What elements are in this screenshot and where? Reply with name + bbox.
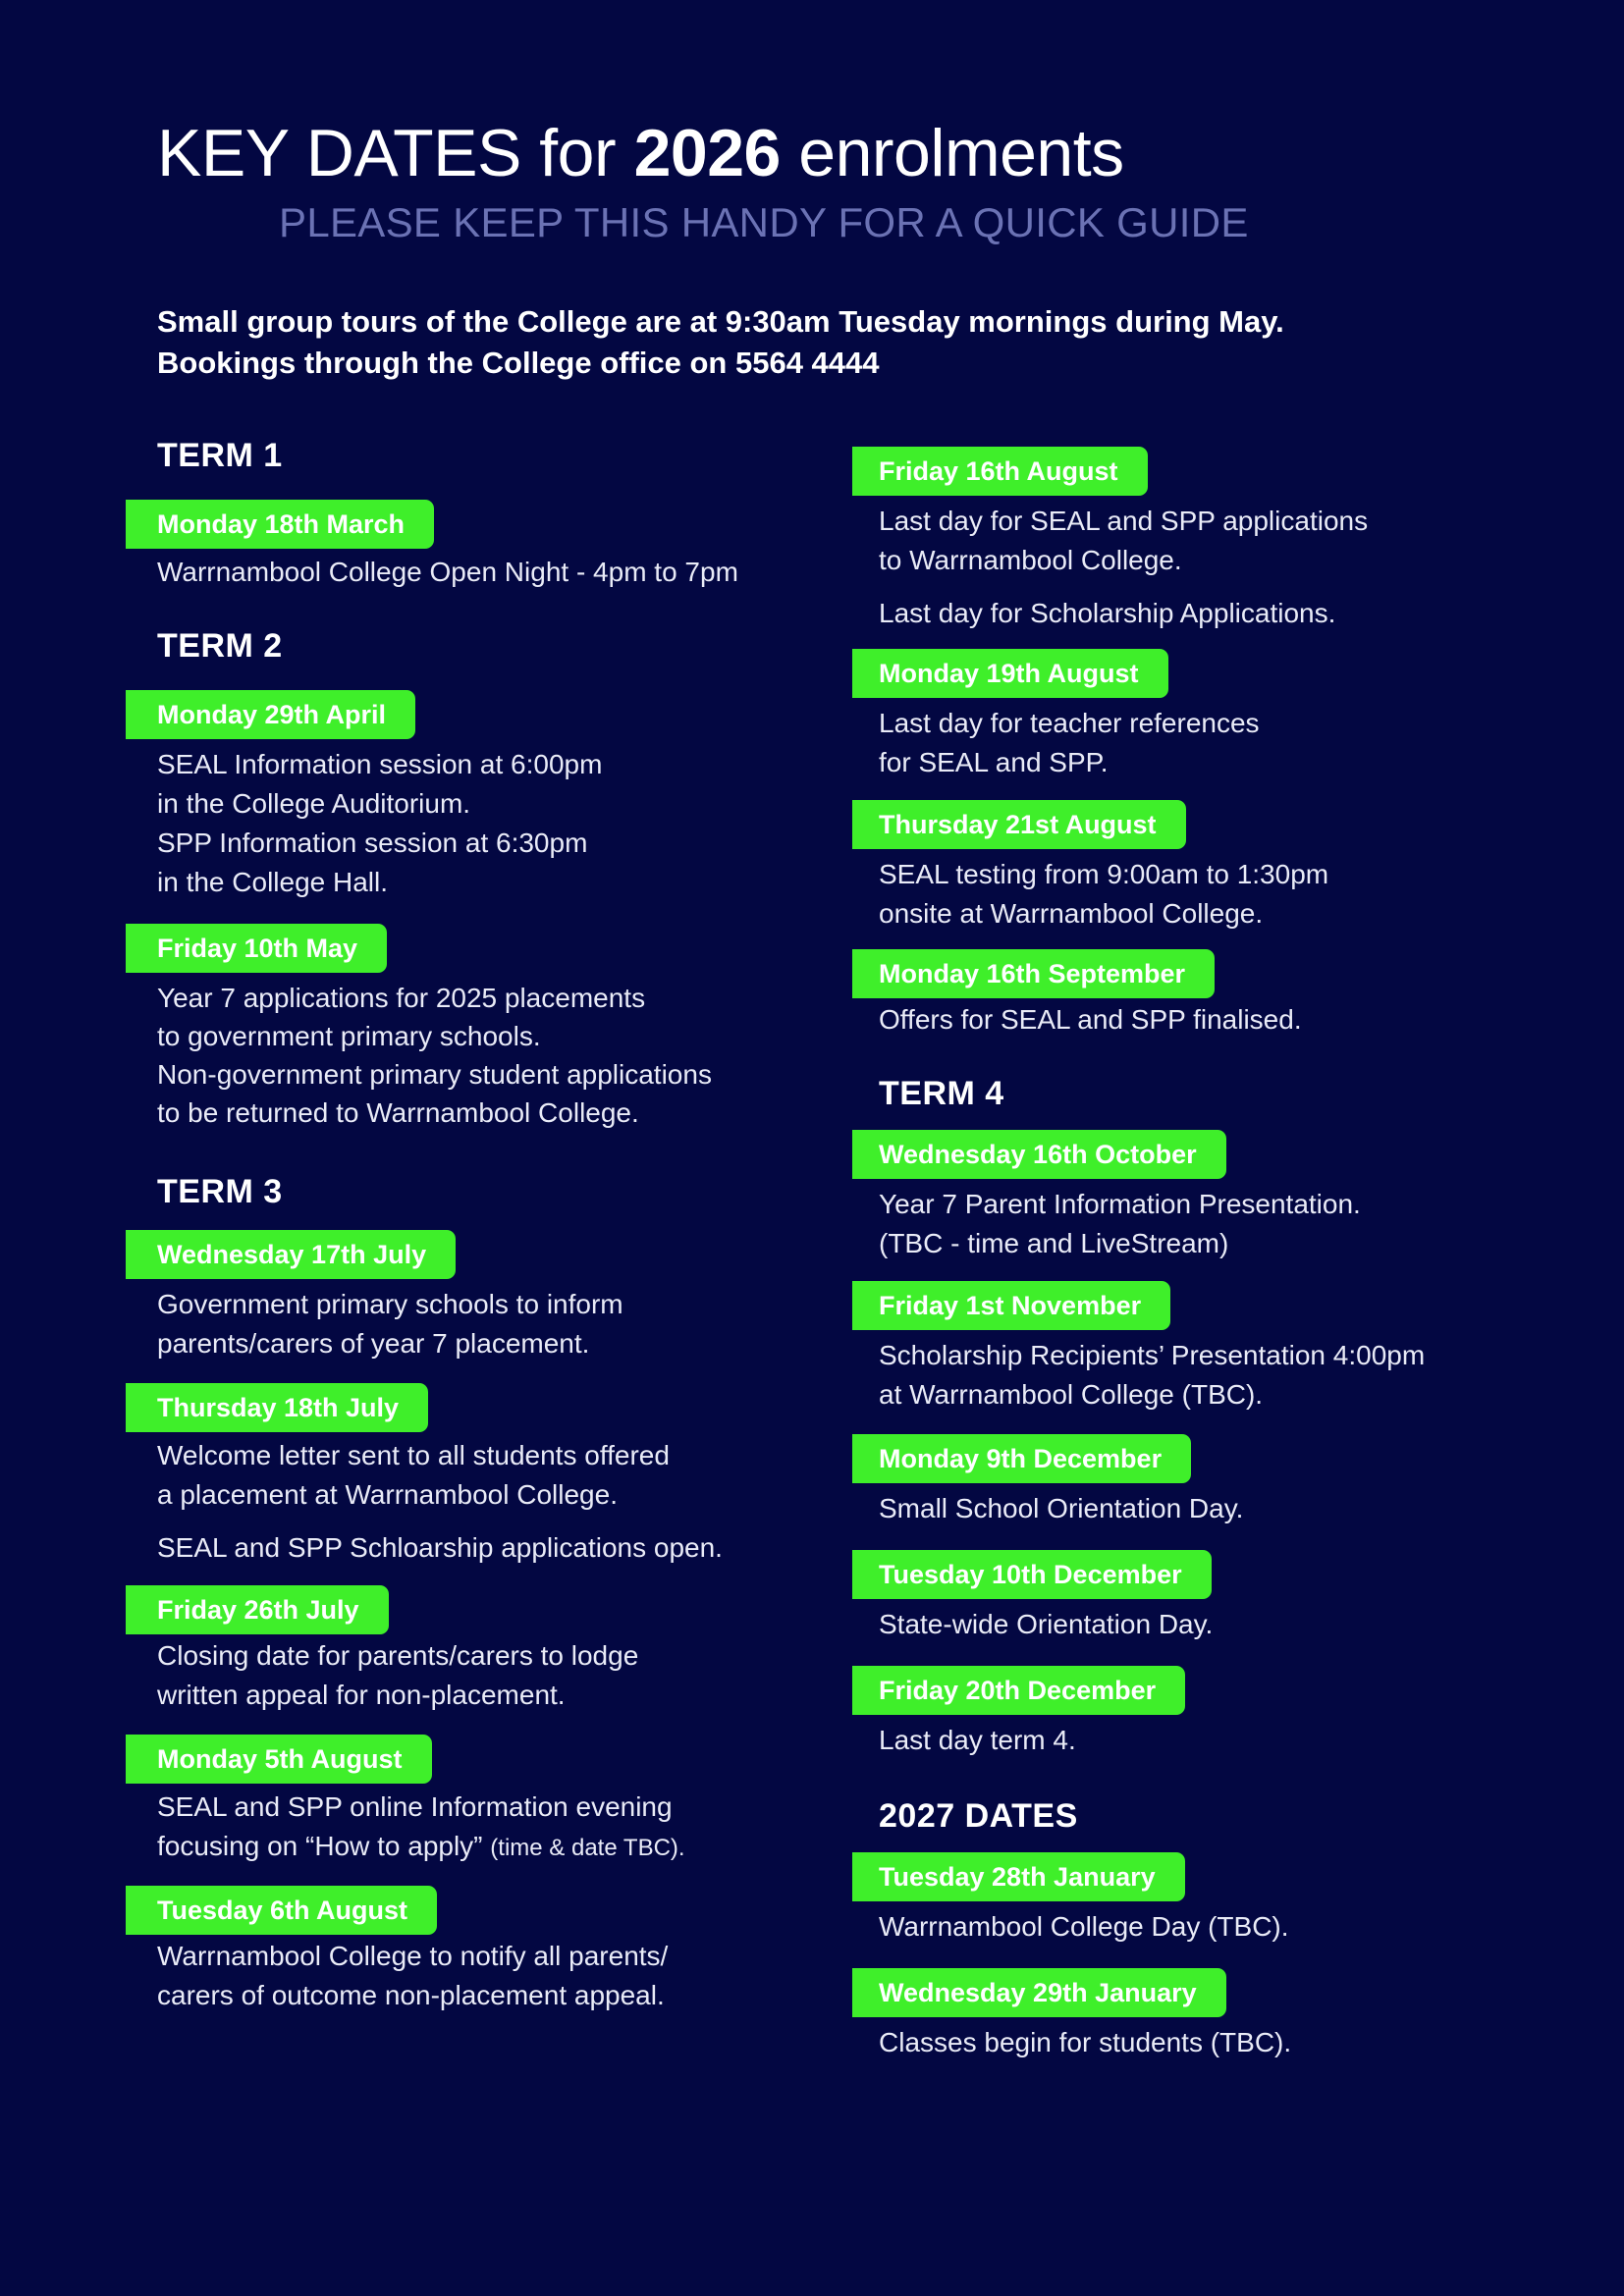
date-tab: Monday 29th April xyxy=(126,690,415,739)
description-line: written appeal for non-placement. xyxy=(157,1680,566,1710)
date-tab: Monday 19th August xyxy=(852,649,1168,698)
date-tab: Monday 5th August xyxy=(126,1735,432,1784)
event-description xyxy=(879,1907,1559,1947)
date-tab: Tuesday 6th August xyxy=(126,1886,437,1935)
description-line xyxy=(157,1827,833,1868)
description-line: to be returned to Warrnambool College. xyxy=(157,1097,639,1128)
page-subtitle: PLEASE KEEP THIS HANDY FOR A QUICK GUIDE xyxy=(279,199,1249,245)
description-line: Non-government primary student applications xyxy=(157,1059,712,1090)
event-description xyxy=(157,1937,833,2015)
event-description xyxy=(157,1636,833,1715)
description-line: Year 7 Parent Information Presentation. xyxy=(879,1189,1361,1219)
date-tab: Monday 16th September xyxy=(852,949,1215,998)
event-description xyxy=(879,1489,1559,1528)
description-line: Last day for teacher references xyxy=(879,708,1260,738)
description-line: (TBC - time and LiveStream) xyxy=(879,1228,1229,1258)
event-description xyxy=(879,1336,1559,1415)
date-tab: Tuesday 28th January xyxy=(852,1852,1185,1901)
description-line: SEAL and SPP Schloarship applications open. xyxy=(157,1532,723,1563)
event-description xyxy=(879,704,1559,782)
description-line: in the College Auditorium. xyxy=(157,788,471,819)
page-title xyxy=(157,116,1124,190)
description-line: SPP Information session at 6:30pm xyxy=(157,828,588,858)
date-tab: Friday 1st November xyxy=(852,1281,1170,1330)
description-line: SEAL Information session at 6:00pm xyxy=(157,749,603,779)
description-line: Closing date for parents/carers to lodge xyxy=(157,1640,639,1671)
date-tab: Tuesday 10th December xyxy=(852,1550,1212,1599)
term-2-heading: TERM 2 xyxy=(157,627,283,665)
description-line: Warrnambool College to notify all parents/ xyxy=(157,1941,669,1971)
tour-info-line-1: Small group tours of the College are at 9:30am Tuesday mornings during May. xyxy=(157,304,1284,339)
description-line: Scholarship Recipients’ Presentation 4:00pm xyxy=(879,1340,1426,1370)
description-line: onsite at Warrnambool College. xyxy=(879,898,1264,929)
term-1-heading: TERM 1 xyxy=(157,437,283,474)
title-prefix: KEY DATES for xyxy=(157,116,617,190)
date-tab: Wednesday 17th July xyxy=(126,1230,456,1279)
description-line: parents/carers of year 7 placement. xyxy=(157,1328,590,1359)
event-description xyxy=(157,553,833,592)
date-tab: Friday 20th December xyxy=(852,1666,1185,1715)
event-description xyxy=(879,502,1559,633)
event-description xyxy=(879,1000,1559,1040)
description-line: SEAL testing from 9:00am to 1:30pm xyxy=(879,859,1329,889)
term-4-heading: TERM 4 xyxy=(879,1075,1004,1112)
tour-info-line-2: Bookings through the College office on 5564 4444 xyxy=(157,346,880,380)
event-description xyxy=(879,2023,1559,2062)
date-tab: Monday 18th March xyxy=(126,500,434,549)
title-suffix: enrolments xyxy=(798,116,1124,190)
description-line: a placement at Warrnambool College. xyxy=(157,1479,618,1510)
date-tab: Thursday 21st August xyxy=(852,800,1186,849)
date-tab: Friday 16th August xyxy=(852,447,1148,496)
description-line: Warrnambool College Open Night - 4pm to 7pm xyxy=(157,557,738,587)
event-description xyxy=(879,1185,1559,1263)
tour-info xyxy=(157,301,1284,384)
event-description xyxy=(157,1436,833,1568)
title-year: 2026 xyxy=(633,116,781,190)
description-note: (time & date TBC). xyxy=(490,1835,685,1861)
description-line: Warrnambool College Day (TBC). xyxy=(879,1911,1289,1942)
description-line: Government primary schools to inform xyxy=(157,1289,623,1319)
description-line: Welcome letter sent to all students offered xyxy=(157,1440,670,1470)
dates-2027-heading: 2027 DATES xyxy=(879,1797,1078,1835)
description-line: carers of outcome non-placement appeal. xyxy=(157,1980,665,2010)
event-description xyxy=(879,855,1559,934)
date-tab: Friday 10th May xyxy=(126,924,387,973)
description-line: Last day for Scholarship Applications. xyxy=(879,598,1336,628)
event-description xyxy=(157,745,833,902)
description-line: Year 7 applications for 2025 placements xyxy=(157,983,646,1013)
date-tab: Monday 9th December xyxy=(852,1434,1191,1483)
description-line: State-wide Orientation Day. xyxy=(879,1609,1214,1639)
event-description xyxy=(157,1788,833,1868)
left-column xyxy=(126,439,833,2015)
date-tab: Wednesday 29th January xyxy=(852,1968,1226,2017)
description-line: for SEAL and SPP. xyxy=(879,747,1109,777)
description-line: Small School Orientation Day. xyxy=(879,1493,1244,1523)
description-line: to government primary schools. xyxy=(157,1021,541,1051)
right-column xyxy=(852,447,1559,2062)
event-description xyxy=(157,979,833,1132)
description-line: to Warrnambool College. xyxy=(879,545,1182,575)
description-line: at Warrnambool College (TBC). xyxy=(879,1379,1264,1410)
description-line: SEAL and SPP online Information evening xyxy=(157,1791,673,1822)
term-3-heading: TERM 3 xyxy=(157,1173,283,1210)
date-tab: Friday 26th July xyxy=(126,1585,389,1634)
event-description xyxy=(879,1721,1559,1760)
description-line: Last day for SEAL and SPP applications xyxy=(879,506,1369,536)
event-description xyxy=(157,1285,833,1363)
description-line: Offers for SEAL and SPP finalised. xyxy=(879,1004,1302,1035)
description-text: focusing on “How to apply” xyxy=(157,1831,483,1861)
description-line: in the College Hall. xyxy=(157,867,389,897)
date-tab: Wednesday 16th October xyxy=(852,1130,1226,1179)
date-tab: Thursday 18th July xyxy=(126,1383,428,1432)
description-line: Last day term 4. xyxy=(879,1725,1076,1755)
description-line: Classes begin for students (TBC). xyxy=(879,2027,1292,2057)
event-description xyxy=(879,1605,1559,1644)
